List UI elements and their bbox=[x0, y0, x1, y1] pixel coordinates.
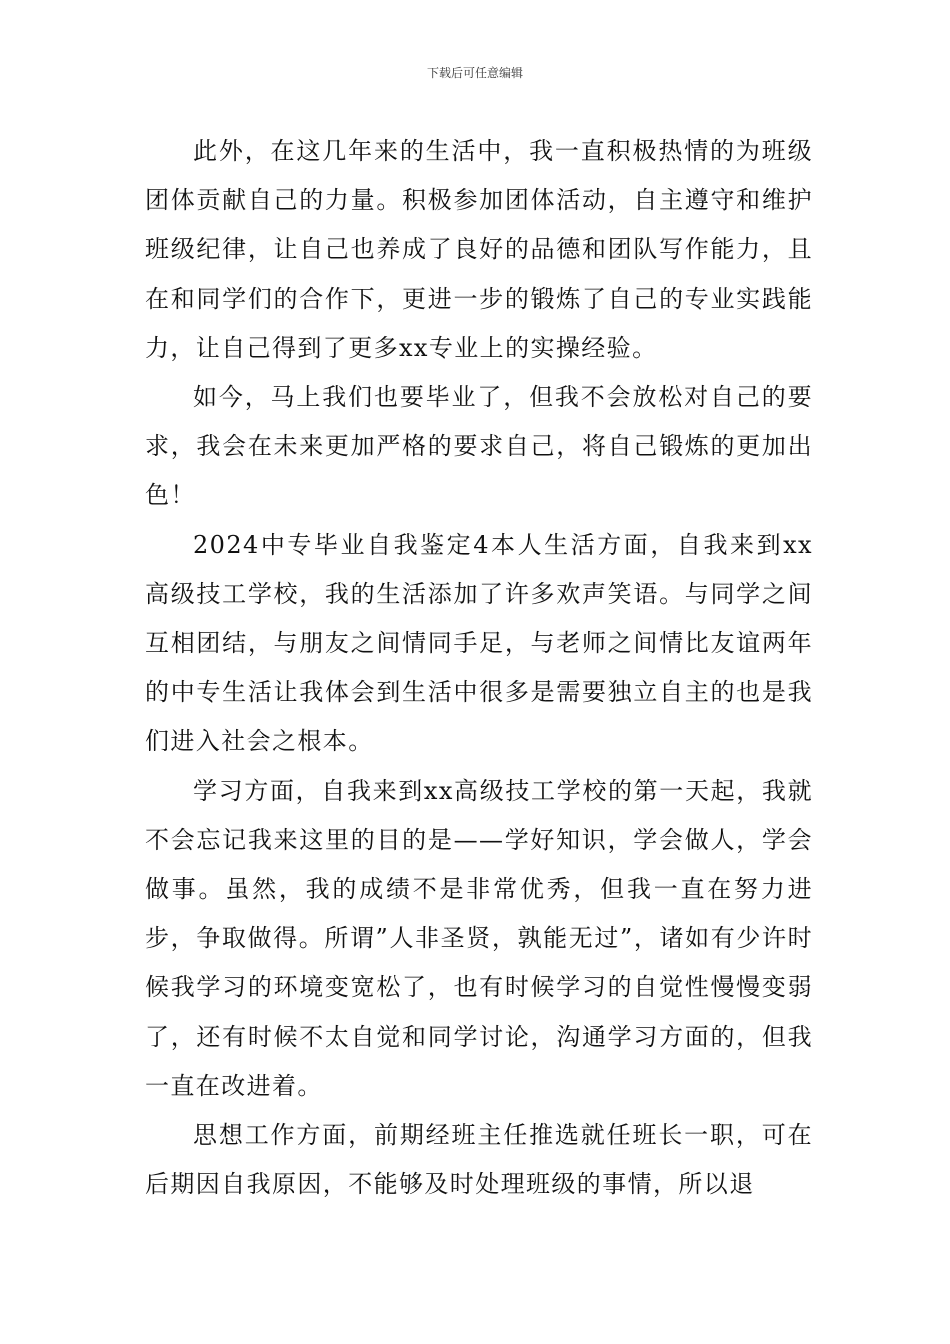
paragraph-study: 学习方面，自我来到xx高级技工学校的第一天起，我就不会忘记我来这里的目的是——学好知识，学会做人，学会做事。虽然，我的成绩不是非常优秀，但我一直在努力进步，争取做得。所谓”人非圣贤，孰能无过”，诸如有少许时候我学习的环境变宽松了，也有时候学习的自觉性慢慢变弱了，还有时候不太自觉和同学讨论，沟通学习方面的，但我一直在改进着。 bbox=[145, 776, 813, 1100]
paragraph-life: 2024中专毕业自我鉴定4本人生活方面，自我来到xx高级技工学校，我的生活添加了许多欢声笑语。与同学之间互相团结，与朋友之间情同手足，与老师之间情比友谊两年的中专生活让我体会到生活中很多是需要独立自主的也是我们进入社会之根本。 bbox=[145, 530, 813, 756]
document-body bbox=[145, 127, 813, 1209]
paragraph-class-contribution: 此外，在这几年来的生活中，我一直积极热情的为班级团体贡献自己的力量。积极参加团体活动，自主遵守和维护班级纪律，让自己也养成了良好的品德和团队写作能力，且在和同学们的合作下，更进一步的锻炼了自己的专业实践能力，让自己得到了更多xx专业上的实操经验。 bbox=[145, 137, 813, 362]
page-header: 下载后可任意编辑 bbox=[426, 66, 523, 80]
paragraph-graduation: 如今，马上我们也要毕业了，但我不会放松对自己的要求，我会在未来更加严格的要求自己，将自己锻炼的更加出色！ bbox=[145, 383, 813, 510]
paragraph-ideology: 思想工作方面，前期经班主任推选就任班长一职，可在后期因自我原因，不能够及时处理班级的事情，所以退 bbox=[145, 1121, 813, 1199]
